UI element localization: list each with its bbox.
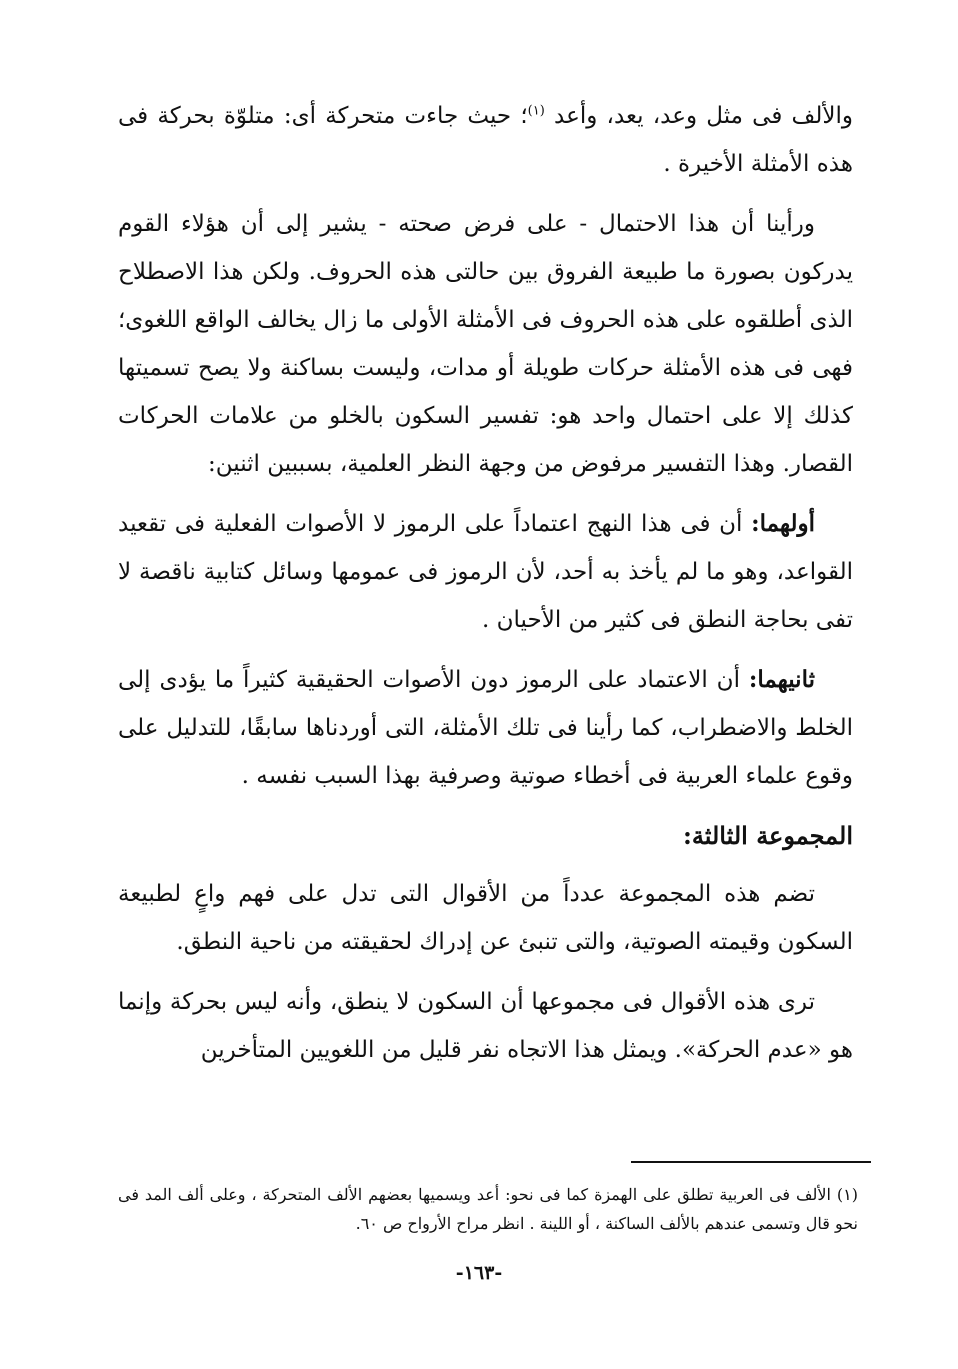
paragraph-1	[118, 92, 853, 188]
page-number: -١٦٣-	[455, 1262, 503, 1284]
first-reason-lead: أولهما:	[751, 510, 815, 537]
paragraph-first-reason	[118, 500, 853, 644]
footnote-reference: (١)	[527, 103, 545, 119]
section-heading: المجموعة الثالثة:	[683, 821, 853, 850]
paragraph-1-text-end: ؛ حيث جاءت متحركة أى: متلوّة بحركة فى هذه الأمثلة الأخيرة .	[118, 103, 853, 177]
footnote-divider	[631, 1161, 871, 1163]
paragraph-sukun-view: ترى هذه الأقوال فى مجموعها أن السكون لا ينطق، وأنه ليس بحركة وإنما هو «عدم الحركة». ويمثل هذا الاتجاه نفر قليل من اللغويين المتأخرين	[118, 989, 853, 1063]
page-body	[118, 92, 853, 1086]
paragraph-group-three: تضم هذه المجموعة عدداً من الأقوال التى تدل على فهم واعٍ لطبيعة السكون وقيمته الصوتية، والتى تنبئ عن إدراك لحقيقته من ناحية النطق.	[118, 881, 853, 955]
second-reason-lead: ثانيهما:	[748, 666, 815, 693]
paragraph-second-reason	[118, 656, 853, 800]
second-reason-text: أن الاعتماد على الرموز دون الأصوات الحقيقية كثيراً ما يؤدى إلى الخلط والاضطراب، كما رأينا فى تلك الأمثلة، التى أوردناها سابقًا، للتدليل على وقوع علماء العربية فى أخطاء صوتية وصرفية بهذا السبب نفسه .	[118, 667, 853, 789]
paragraph-1-text-start: والألف فى مثل وعد، يعد، وأعد	[544, 103, 853, 129]
paragraph-2: ورأينا أن هذا الاحتمال - على فرض صحته - يشير إلى أن هؤلاء القوم يدركون بصورة ما طبيعة الفروق بين حالتى هذه الحروف. ولكن هذا الاصطلاح الذى أطلقوه على هذه الحروف فى الأمثلة الأولى ما زال يخالف الواقع اللغوى؛ فهى فى هذه الأمثلة حركات طويلة أو مدات، وليست بساكنة ولا يصح تسميتها كذلك إلا على احتمال واحد هو: تفسير السكون بالخلو من علامات الحركات القصار. وهذا التفسير مرفوض من وجهة النظر العلمية، بسببين اثنين:	[118, 211, 853, 477]
footnote: (١) الألف فى العربية تطلق على الهمزة كما فى نحو: أعد ويسميها بعضهم الألف المتحركة ، وعلى ألف المد فى نحو قال وتسمى عندهم بالألف الساكنة ، أو اللينة . انظر مراح الأرواح ص ٦٠.	[118, 1185, 858, 1233]
first-reason-text: أن فى هذا النهج اعتماداً على الرموز لا الأصوات الفعلية فى تقعيد القواعد، وهو ما لم يأخذ به أحد، لأن الرموز فى عمومها وسائل كتابية ناقصة لا تفى بحاجة النطق فى كثير من الأحيان .	[118, 511, 853, 633]
